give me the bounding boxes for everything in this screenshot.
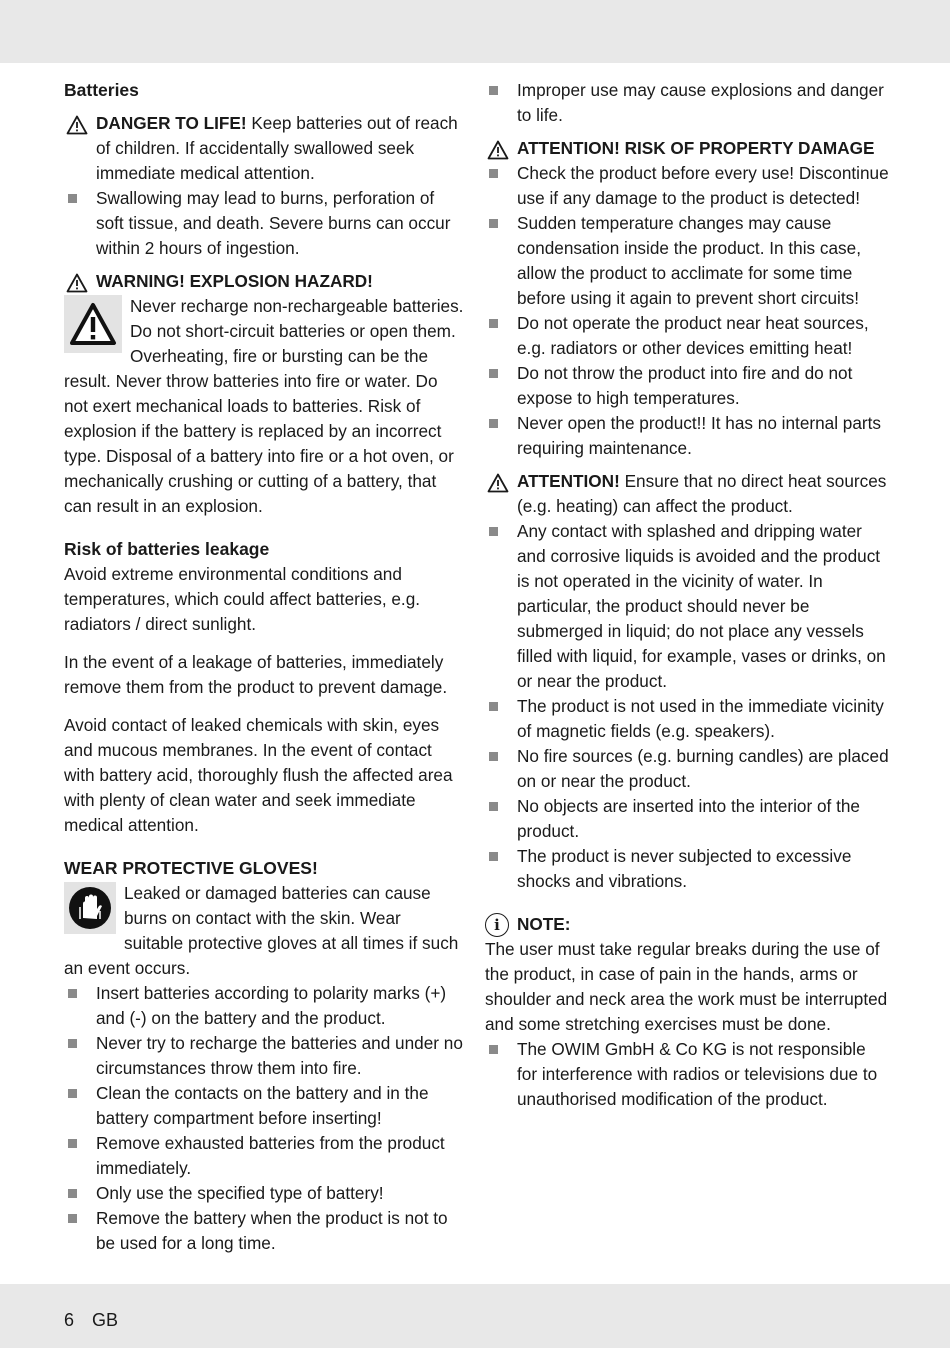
leakage-paragraph-2: In the event of a leakage of batteries, immediately remove them from the product to prevent damage. (64, 652, 448, 697)
note-heading: i NOTE: (485, 912, 889, 937)
bullet-square-icon (68, 989, 77, 998)
bullet-square-icon (68, 1139, 77, 1148)
list-item: The product is never subjected to excessive shocks and vibrations. (485, 844, 889, 894)
list-item: No fire sources (e.g. burning candles) are placed on or near the product. (485, 744, 889, 794)
bullet-square-icon (489, 319, 498, 328)
bullet-square-icon (489, 1045, 498, 1054)
gloves-paragraph: Leaked or damaged batteries can cause burns on contact with the skin. Wear suitable protective gloves at all times if such an event occurs. (64, 883, 459, 978)
bullet-square-icon (489, 752, 498, 761)
leakage-paragraph-3: Avoid contact of leaked chemicals with skin, eyes and mucous membranes. In the event of contact with battery acid, thoroughly flush the affected area with plenty of clean water and seek immediate medical attention. (64, 715, 453, 835)
bullet-square-icon (489, 852, 498, 861)
list-item: Only use the specified type of battery! (64, 1181, 464, 1206)
page-number: 6 (64, 1310, 75, 1330)
list-item: Any contact with splashed and dripping water and corrosive liquids is avoided and the product is not operated in the vicinity of water. In particular, the product should never be submerged in liquid; do not place any vessels filled with liquid, for example, vases or drinks, on or near the product. (485, 519, 889, 694)
list-item: Improper use may cause explosions and danger to life. (485, 78, 889, 128)
bullet-square-icon (489, 802, 498, 811)
danger-warning (64, 111, 464, 186)
leakage-heading: Risk of batteries leakage (64, 539, 270, 559)
attention-title: ATTENTION! (517, 471, 620, 491)
info-icon: i (485, 913, 509, 937)
bullet-square-icon (68, 1089, 77, 1098)
list-item: Sudden temperature changes may cause condensation inside the product. In this case, allow the product to acclimate for some time before using it again to prevent short circuits! (485, 211, 889, 311)
property-title: ATTENTION! RISK OF PROPERTY DAMAGE (517, 138, 875, 158)
footer-bar (0, 1284, 950, 1348)
list-item: Never open the product!! It has no internal parts requiring maintenance. (485, 411, 889, 461)
list-item: Do not throw the product into fire and do not expose to high temperatures. (485, 361, 889, 411)
bullet-square-icon (68, 1189, 77, 1198)
danger-title: DANGER TO LIFE! (96, 113, 247, 133)
leakage-paragraph-1: Avoid extreme environmental conditions and temperatures, which could affect batteries, e.g. radiators / direct sunlight. (64, 564, 421, 634)
bullet-square-icon (68, 194, 77, 203)
list-item: The product is not used in the immediate vicinity of magnetic fields (e.g. speakers). (485, 694, 889, 744)
bullet-square-icon (489, 702, 498, 711)
gloves-heading: WEAR PROTECTIVE GLOVES! (64, 858, 318, 878)
warning-sign-icon (64, 295, 122, 353)
property-damage-heading (485, 136, 889, 161)
language-code: GB (92, 1310, 119, 1330)
list-item: Insert batteries according to polarity marks (+) and (-) on the battery and the product. (64, 981, 464, 1031)
warning-triangle-icon (487, 473, 509, 493)
list-item: Remove the battery when the product is not to be used for a long time. (64, 1206, 464, 1256)
list-item: The OWIM GmbH & Co KG is not responsible for interference with radios or televisions due to unauthorised modification of the product. (485, 1037, 889, 1112)
bullet-square-icon (489, 86, 498, 95)
list-item: Remove exhausted batteries from the product immediately. (64, 1131, 464, 1181)
explosion-warning-heading (64, 269, 464, 294)
bullet-square-icon (489, 219, 498, 228)
protective-gloves-icon (64, 882, 116, 934)
page-footer (64, 1308, 136, 1332)
list-item: No objects are inserted into the interior of the product. (485, 794, 889, 844)
bullet-square-icon (489, 419, 498, 428)
explosion-title: WARNING! EXPLOSION HAZARD! (96, 271, 373, 291)
bullet-square-icon (489, 169, 498, 178)
header-bar (0, 0, 950, 63)
danger-text: Keep batteries out of reach of children. If accidentally swallowed seek immediate medical attention. (96, 113, 458, 183)
note-paragraph: The user must take regular breaks during the use of the product, in case of pain in the hands, arms or shoulder and neck area the work must be interrupted and some stretching exercises must be done. (485, 939, 888, 1034)
explosion-paragraph: Never recharge non-rechargeable batteries. Do not short-circuit batteries or open them. Overheating, fire or bursting can be the result. Never throw batteries into fire or water. Do not exert mechanical loads to batteries. Risk of explosion if the battery is replaced by an incorrect type. Disposal of a battery into fire or a hot oven, or mechanically crushing or cutting of a battery, that can result in an explosion. (64, 296, 464, 516)
warning-triangle-icon (487, 140, 509, 160)
list-item: Clean the contacts on the battery and in the battery compartment before inserting! (64, 1081, 464, 1131)
bullet-square-icon (489, 369, 498, 378)
bullet-square-icon (68, 1039, 77, 1048)
warning-triangle-icon (66, 115, 88, 135)
list-item: Never try to recharge the batteries and under no circumstances throw them into fire. (64, 1031, 464, 1081)
right-column (485, 78, 889, 1112)
attention-warning (485, 469, 889, 519)
list-item: Check the product before every use! Discontinue use if any damage to the product is detected! (485, 161, 889, 211)
batteries-heading: Batteries (64, 80, 139, 100)
list-item: Do not operate the product near heat sources, e.g. radiators or other devices emitting heat! (485, 311, 889, 361)
left-column (64, 78, 464, 1256)
bullet-square-icon (68, 1214, 77, 1223)
warning-triangle-icon (66, 273, 88, 293)
bullet-square-icon (489, 527, 498, 536)
attention-text: Ensure that no direct heat sources (e.g. heating) can affect the product. (517, 471, 887, 516)
list-item: Swallowing may lead to burns, perforation of soft tissue, and death. Severe burns can occur within 2 hours of ingestion. (64, 186, 464, 261)
